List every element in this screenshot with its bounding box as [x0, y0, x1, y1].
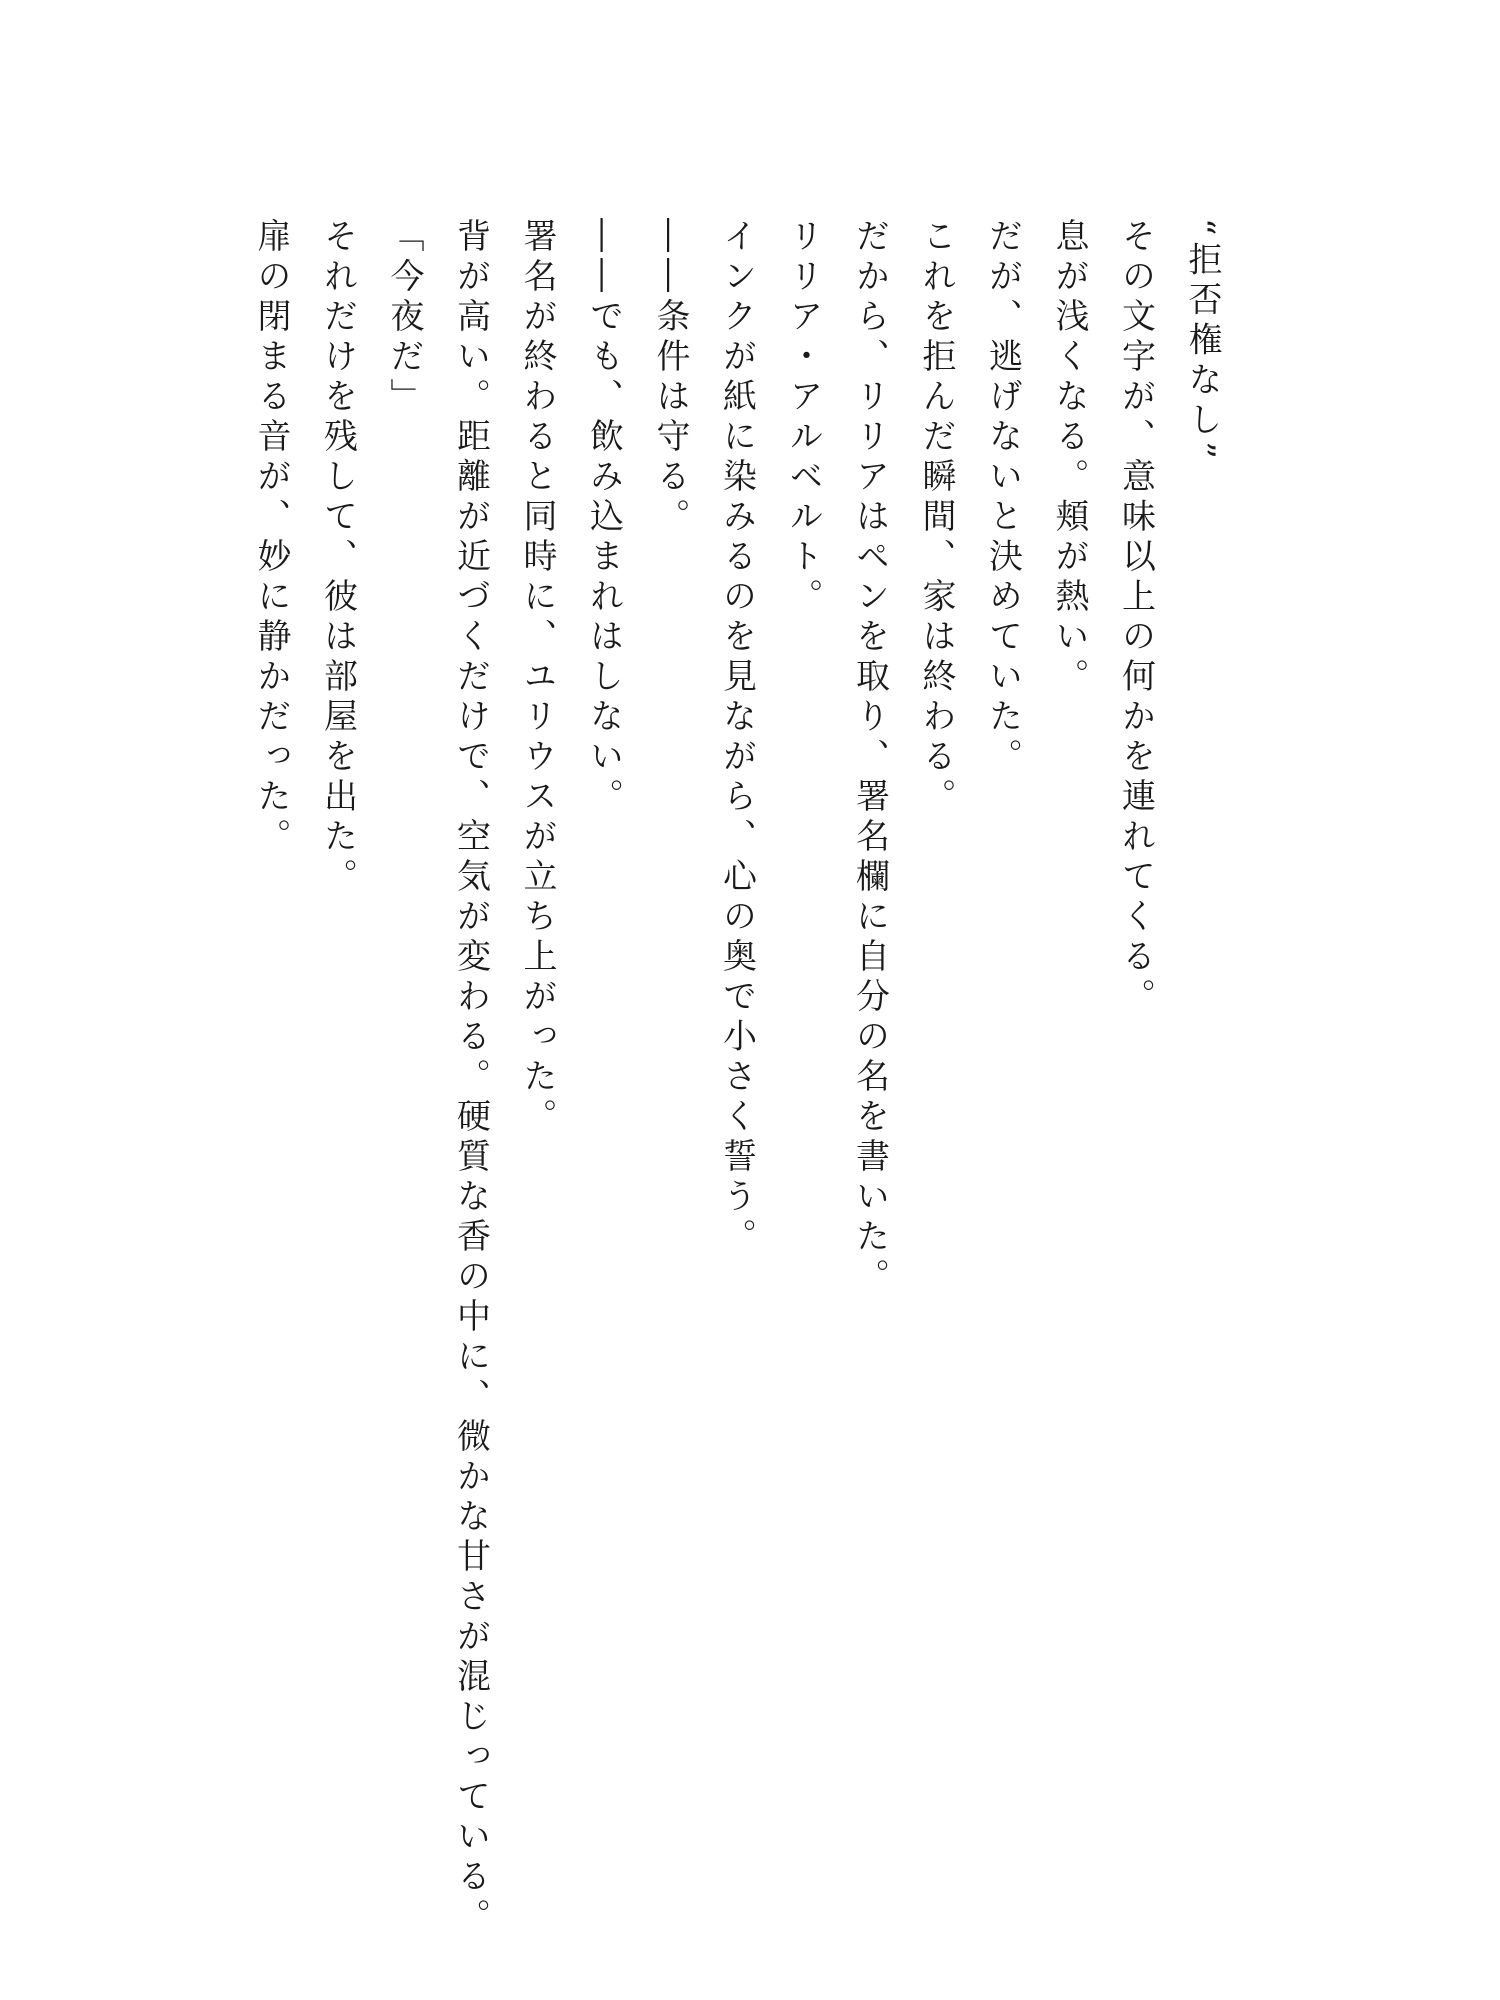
text-line: 息が浅くなる。頬が熱い。	[1049, 218, 1089, 698]
text-line: だが、逃げないと決めていた。	[982, 218, 1023, 778]
vertical-text-body	[235, 218, 1235, 1938]
text-line-title-quote: “拒否権なし”	[1182, 218, 1222, 465]
text-line: 署名が終わると同時に、ユリウスが立ち上がった。	[517, 218, 557, 1138]
text-line: その文字が、意味以上の何かを連れてくる。	[1115, 218, 1156, 1018]
text-line: インクが紙に染みるのを見ながら、心の奥で小さく誓う。	[716, 218, 757, 1258]
text-line: ――条件は守る。	[650, 218, 690, 538]
text-line: ――でも、飲み込まれはしない。	[583, 218, 624, 818]
text-line: だから、リリアはペンを取り、署名欄に自分の名を書いた。	[849, 218, 890, 1298]
text-line-dialogue: 「今夜だ」	[384, 218, 424, 418]
text-line: 背が高い。距離が近づくだけで、空気が変わる。硬質な香の中に、微かな甘さが混じっている。	[450, 218, 491, 1938]
text-line: これを拒んだ瞬間、家は終わる。	[916, 218, 956, 818]
text-line: それだけを残して、彼は部屋を出た。	[317, 218, 358, 898]
text-line: リリア・アルベルト。	[783, 218, 823, 618]
text-line: 扉の閉まる音が、妙に静かだった。	[251, 218, 291, 858]
